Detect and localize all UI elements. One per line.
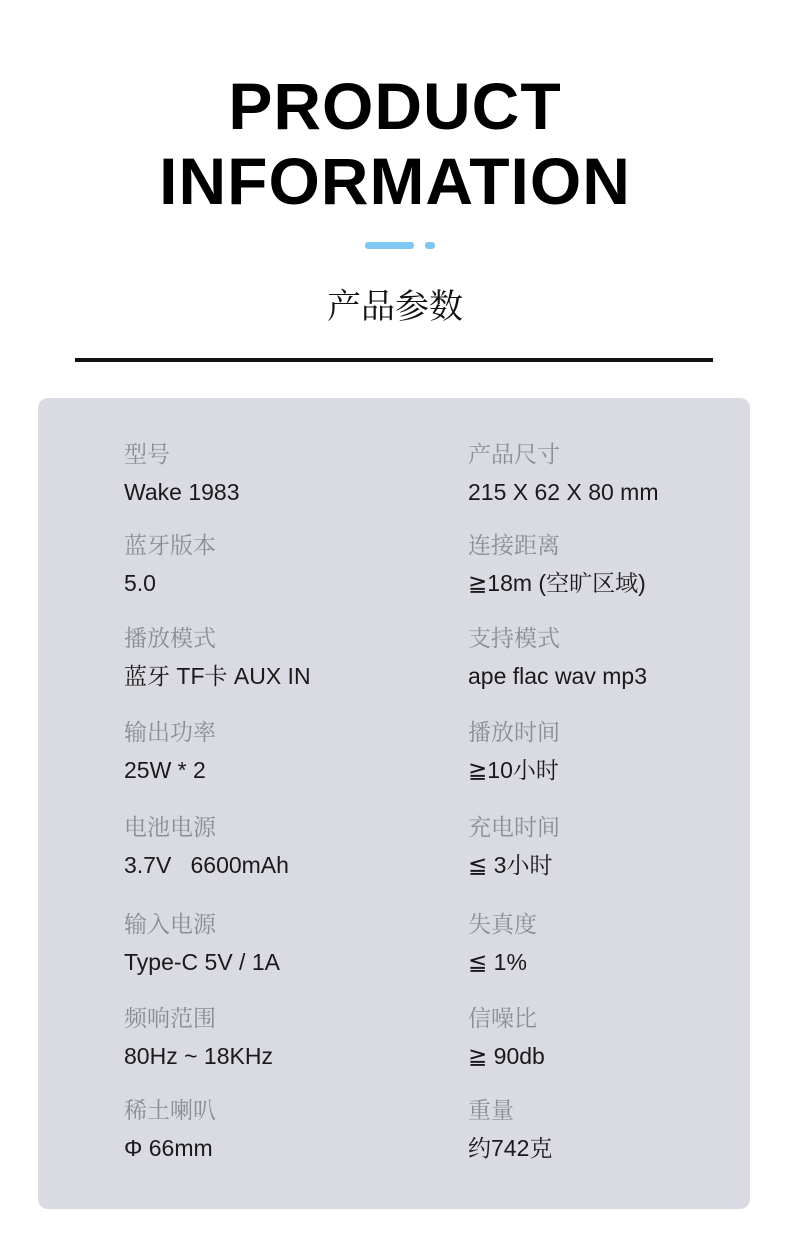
- spec-item: [124, 815, 424, 879]
- spec-value: 25W * 2: [124, 756, 206, 783]
- spec-item: [124, 1006, 424, 1070]
- spec-label: 输出功率: [124, 720, 216, 746]
- spec-item: [124, 626, 424, 690]
- spec-value: ape flac wav mp3: [468, 662, 647, 689]
- spec-value: ≧ 90db: [468, 1042, 545, 1069]
- spec-item: [468, 912, 768, 976]
- spec-item: [124, 1098, 424, 1162]
- accent-bar-long: [365, 242, 414, 249]
- spec-value: 80Hz ~ 18KHz: [124, 1042, 273, 1069]
- spec-label: 播放模式: [124, 626, 216, 652]
- spec-label: 重量: [468, 1098, 514, 1124]
- spec-item: [468, 533, 768, 597]
- spec-item: [124, 912, 424, 976]
- spec-value: 215 X 62 X 80 mm: [468, 478, 659, 505]
- spec-item: [468, 442, 768, 506]
- spec-label: 型号: [124, 442, 170, 468]
- spec-item: [124, 720, 424, 784]
- spec-label: 频响范围: [124, 1006, 216, 1032]
- spec-value: 3.7V 6600mAh: [124, 851, 289, 878]
- spec-item: [468, 1098, 768, 1162]
- section-subtitle: 产品参数: [327, 287, 463, 327]
- spec-value: 5.0: [124, 569, 156, 596]
- spec-value: ≧18m (空旷区域): [468, 569, 646, 596]
- spec-label: 充电时间: [468, 815, 560, 841]
- spec-value: Φ 66mm: [124, 1134, 213, 1161]
- spec-value: 蓝牙 TF卡 AUX IN: [124, 662, 311, 689]
- spec-label: 失真度: [468, 912, 537, 938]
- spec-value: ≧10小时: [468, 756, 559, 783]
- accent-bar-short: [425, 242, 435, 249]
- spec-value: ≦ 1%: [468, 948, 527, 975]
- spec-label: 输入电源: [124, 912, 216, 938]
- spec-panel: [38, 398, 750, 1209]
- spec-label: 播放时间: [468, 720, 560, 746]
- spec-label: 稀土喇叭: [124, 1098, 216, 1124]
- spec-item: [124, 533, 424, 597]
- title-line-1: PRODUCT: [228, 69, 562, 143]
- spec-item: [468, 720, 768, 784]
- spec-item: [468, 1006, 768, 1070]
- spec-label: 连接距离: [468, 533, 560, 559]
- spec-value: ≦ 3小时: [468, 851, 553, 878]
- spec-item: [124, 442, 424, 506]
- spec-label: 蓝牙版本: [124, 533, 216, 559]
- spec-label: 电池电源: [124, 815, 216, 841]
- spec-value: 约742克: [468, 1134, 553, 1161]
- spec-label: 产品尺寸: [468, 442, 560, 468]
- divider: [75, 358, 713, 362]
- spec-value: Type-C 5V / 1A: [124, 948, 280, 975]
- spec-label: 信噪比: [468, 1006, 537, 1032]
- title-line-2: INFORMATION: [159, 144, 631, 218]
- spec-item: [468, 815, 768, 879]
- spec-value: Wake 1983: [124, 478, 240, 505]
- spec-item: [468, 626, 768, 690]
- spec-label: 支持模式: [468, 626, 560, 652]
